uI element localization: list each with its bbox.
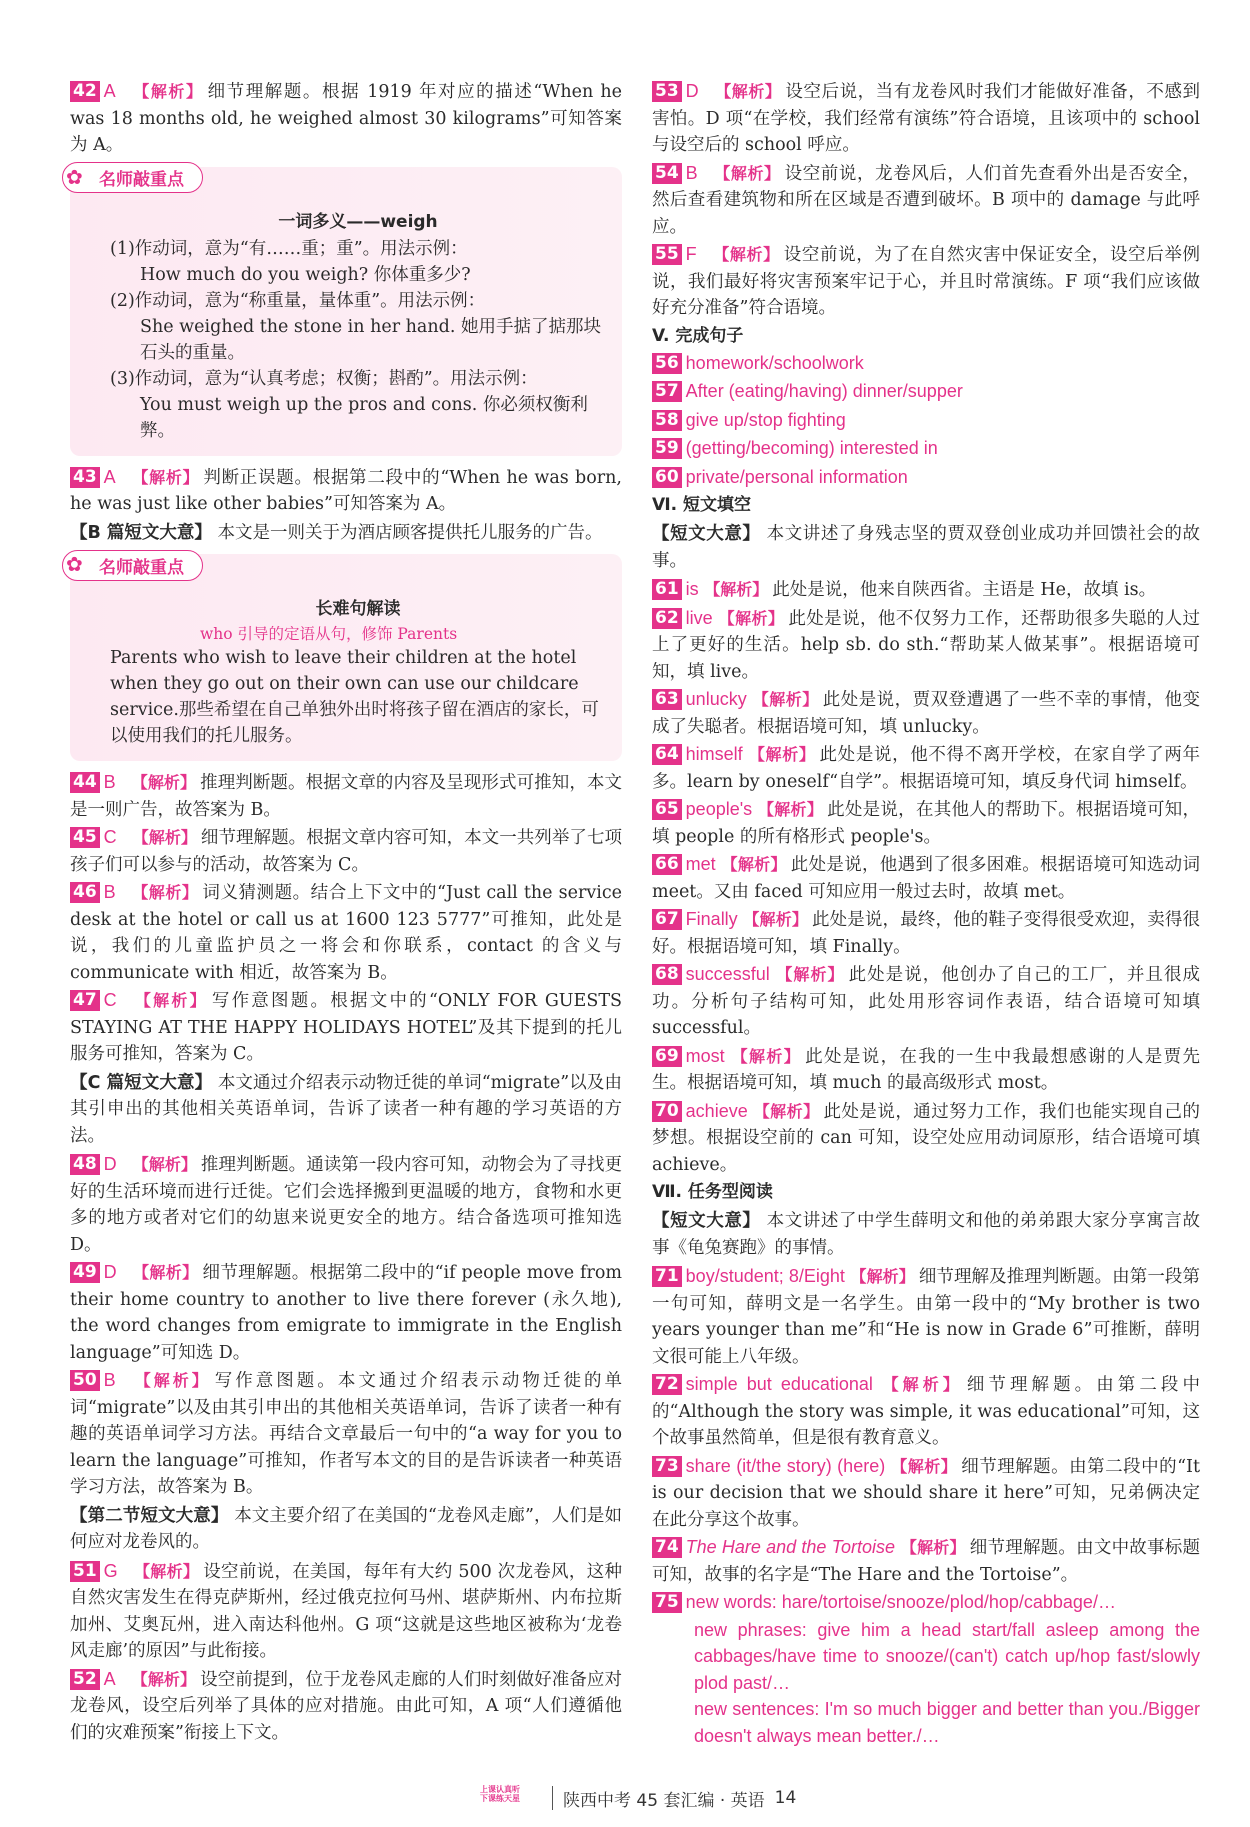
- answer-43: 43 A 【解析】 判断正误题。根据第二段中的“When he was born, he was just like other babies”可知答案为 A。: [70, 466, 622, 514]
- summary-6: 【短文大意】 本文讲述了身残志坚的贾双登创业成功并回馈社会的故事。: [652, 524, 1200, 571]
- answer-70: 70 achieve 【解析】 此处是说，通过努力工作，我们也能实现自己的梦想。根据设空前的 can 可知，设空处应用动词原形，结合语境可填 achieve。: [652, 1100, 1200, 1175]
- left-column: [66, 78, 622, 1747]
- teacher-note-header: ✿ 名师敲重点: [62, 163, 203, 193]
- note-line: (2)作动词，意为“称重量，量体重”。用法示例：: [110, 290, 486, 311]
- teacher-note-box-1: [66, 164, 622, 456]
- note-line: (3)作动词，意为“认真考虑；权衡；斟酌”。用法示例：: [110, 368, 538, 389]
- right-column: [652, 78, 1200, 1750]
- note-line: She weighed the stone in her hand. 她用手掂了掂那块石头的重量。: [140, 316, 601, 363]
- answer-72: 72 simple but educational 【解析】 细节理解题。由第二段中的“Although the story was simple, it was educational”可知，这个故事虽然简单，但是很有教育意义。: [652, 1374, 1200, 1448]
- answer-49: 49 D 【解析】 细节理解题。根据第二段中的“if people move from their home country to another to live there forever (永久地), the word changes from emigrate to immigrate in the English language”可知选 D。: [70, 1262, 622, 1363]
- answer-61: 61 is 【解析】 此处是说，他来自陕西省。主语是 He，故填 is。: [652, 576, 1200, 604]
- answer-55: 55 F 【解析】 设空前说，为了在自然灾害中保证安全，设空后举例说，我们最好将灾害预案牢记于心，并且时常演练。F 项“我们应该做好充分准备”符合语境。: [652, 244, 1200, 318]
- answer-64: 64 himself 【解析】 此处是说，他不得不离开学校，在家自学了两年多。learn by oneself“自学”。根据语境可知，填反身代词 himself。: [652, 744, 1200, 792]
- note-title: 一词多义——weigh: [278, 211, 438, 232]
- answer-56: 56 homework/schoolwork: [652, 350, 1200, 378]
- answer-46: 46 B 【解析】 词义猜测题。结合上下文中的“Just call the service desk at the hotel or call us at 1600 123 5777”可推知，此处是说，我们的儿童监护员之一将会和你联系，contact 的含义与 communicate with 相近，故答案为 B。: [70, 882, 622, 983]
- flower-icon: ✿: [66, 164, 83, 189]
- answer-68: 68 successful 【解析】 此处是说，他创办了自己的工厂，并且很成功。分析句子结构可知，此处用形容词作表语，结合语境可知填 successful。: [652, 964, 1200, 1038]
- answer-67: 67 Finally 【解析】 此处是说，最终，他的鞋子变得很受欢迎，卖得很好。根据语境可知，填 Finally。: [652, 909, 1200, 957]
- answer-50: 50 B 【解析】 写作意图题。本文通过介绍表示动物迁徙的单词“migrate”以及由其引申出的其他相关英语单词，告诉了读者一种有趣的英语单词学习方法。再结合文章最后一句中的“a way for you to learn the language”可推知，作者写本文的目的是告诉读者一种英语学习方法，故答案为 B。: [70, 1370, 622, 1497]
- answer-66: 66 met 【解析】 此处是说，他遇到了很多困难。根据语境可知选动词 meet。又由 faced 可知应用一般过去时，故填 met。: [652, 854, 1200, 902]
- answer-65: 65 people's 【解析】 此处是说，在其他人的帮助下。根据语境可知，填 people 的所有格形式 people's。: [652, 799, 1200, 847]
- answer-53: 53 D 【解析】 设空后说，当有龙卷风时我们才能做好准备，不感到害怕。D 项“在学校，我们经常有演练”符合语境，且该项中的 school 与设空后的 school 呼应。: [652, 81, 1200, 155]
- answer-75: 75 new words: hare/tortoise/snooze/plod/hop/cabbage/… new phrases: give him a head start/fall asleep among the cabbages/have time to snooze/(can't) catch up/hop fast/slowly plod past/… new sentences: I'm so much bigger and better than you./Bigger doesn't always mean better./…: [652, 1589, 1200, 1749]
- answer-51: 51 G 【解析】 设空前说，在美国，每年有大约 500 次龙卷风，这种自然灾害发生在得克萨斯州，经过俄克拉何马州、堪萨斯州、内布拉斯加州、艾奥瓦州，进入南达科他州。G 项“这就是这些地区被称为‘龙卷风走廊’的原因”与此衔接。: [70, 1560, 622, 1661]
- summary-c: 【C 篇短文大意】 本文通过介绍表示动物迁徙的单词“migrate”以及由其引申出的其他相关英语单词，告诉了读者一种有趣的学习英语的方法。: [70, 1072, 622, 1146]
- teacher-note-box-2: [66, 552, 622, 761]
- answer-59: 59 (getting/becoming) interested in: [652, 435, 1200, 463]
- note-annotation: who 引导的定语从句，修饰 Parents: [200, 625, 458, 643]
- publisher-logo: [480, 1783, 534, 1813]
- note-title: 长难句解读: [315, 599, 401, 619]
- note-line: How much do you weigh? 你体重多少?: [140, 264, 471, 285]
- answer-69: 69 most 【解析】 此处是说，在我的一生中我最想感谢的人是贾先生。根据语境可知，填 much 的最高级形式 most。: [652, 1045, 1200, 1093]
- section-heading-5: V. 完成句子: [652, 325, 744, 346]
- logo-text: 上课认真听 下课练天星: [480, 1785, 520, 1803]
- footer-divider: [552, 1786, 553, 1810]
- answer-47: 47 C 【解析】 写作意图题。根据文中的“ONLY FOR GUESTS STAYING AT THE HAPPY HOLIDAYS HOTEL”及其下提到的托儿服务可推知，答案为 C。: [70, 990, 622, 1064]
- answer-60: 60 private/personal information: [652, 464, 1200, 492]
- page-number: 14: [774, 1788, 797, 1808]
- answer-71: 71 boy/student; 8/Eight 【解析】 细节理解及推理判断题。由第一段第一句可知，薛明文是一名学生。由第一段中的“My brother is two years younger than me”和“He is now in Grade 6”可推断，薛明文很可能上八年级。: [652, 1266, 1200, 1367]
- answer-45: 45 C 【解析】 细节理解题。根据文章内容可知，本文一共列举了七项孩子们可以参与的活动，故答案为 C。: [70, 827, 622, 875]
- answer-74: 74 The Hare and the Tortoise 【解析】 细节理解题。由文中故事标题可知，故事的名字是“The Hare and the Tortoise”。: [652, 1537, 1200, 1585]
- note-line: You must weigh up the pros and cons. 你必须权衡利弊。: [140, 394, 588, 441]
- answer-62: 62 live 【解析】 此处是说，他不仅努力工作，还帮助很多失聪的人过上了更好的生活。help sb. do sth.“帮助某人做某事”。根据语境可知，填 live。: [652, 607, 1200, 682]
- summary-7: 【短文大意】 本文讲述了中学生薛明文和他的弟弟跟大家分享寓言故事《龟兔赛跑》的事情。: [652, 1211, 1200, 1258]
- answer-58: 58 give up/stop fighting: [652, 407, 1200, 435]
- answer-63: 63 unlucky 【解析】 此处是说，贾双登遭遇了一些不幸的事情，他变成了失聪者。根据语境可知，填 unlucky。: [652, 689, 1200, 737]
- answer-48: 48 D 【解析】 推理判断题。通读第一段内容可知，动物会为了寻找更好的生活环境而进行迁徙。它们会选择搬到更温暖的地方，食物和水更多的地方或者对它们的幼崽来说更安全的地方。结合备选项可推知选 D。: [70, 1154, 622, 1255]
- teacher-note-header: ✿ 名师敲重点: [62, 550, 203, 580]
- answer-73: 73 share (it/the story) (here) 【解析】 细节理解题。由第二段中的“It is our decision that we should share it here”可知，兄弟俩决定在此分享这个故事。: [652, 1455, 1200, 1530]
- answer-54: 54 B 【解析】 设空前说，龙卷风后，人们首先查看外出是否安全，然后查看建筑物和所在区域是否遭到破坏。B 项中的 damage 与此呼应。: [652, 162, 1200, 237]
- answer-52: 52 A 【解析】 设空前提到，位于龙卷风走廊的人们时刻做好准备应对龙卷风，设空后列举了具体的应对措施。由此可知，A 项“人们遵循他们的灾难预案”衔接上下文。: [70, 1668, 622, 1743]
- section-heading-7: Ⅶ. 任务型阅读: [652, 1182, 773, 1202]
- page-footer: [480, 1780, 880, 1816]
- answer-44: 44 B 【解析】 推理判断题。根据文章的内容及呈现形式可推知，本文是一则广告，故答案为 B。: [70, 772, 622, 820]
- summary-b: 【B 篇短文大意】 本文是一则关于为酒店顾客提供托儿服务的广告。: [70, 522, 603, 543]
- note-line: (1)作动词，意为“有……重；重”。用法示例：: [110, 238, 468, 259]
- section-heading-6: Ⅵ. 短文填空: [652, 495, 752, 515]
- footer-title: 陕西中考 45 套汇编 · 英语: [563, 1790, 765, 1811]
- answer-57: 57 After (eating/having) dinner/supper: [652, 378, 1200, 406]
- flower-icon: ✿: [66, 552, 83, 576]
- summary-section2: 【第二节短文大意】 本文主要介绍了在美国的“龙卷风走廊”，人们是如何应对龙卷风的。: [70, 1505, 622, 1552]
- answer-42: 42 A 【解析】 细节理解题。根据 1919 年对应的描述“When he was 18 months old, he weighed almost 30 kilograms”可知答案为 A。: [70, 81, 622, 155]
- note-sentence: Parents who wish to leave their children at the hotel when they go out on their own can use our childcare service.那些希望在自己单独外出时将孩子留在酒店的家长，可以使用我们的托儿服务。: [110, 648, 599, 746]
